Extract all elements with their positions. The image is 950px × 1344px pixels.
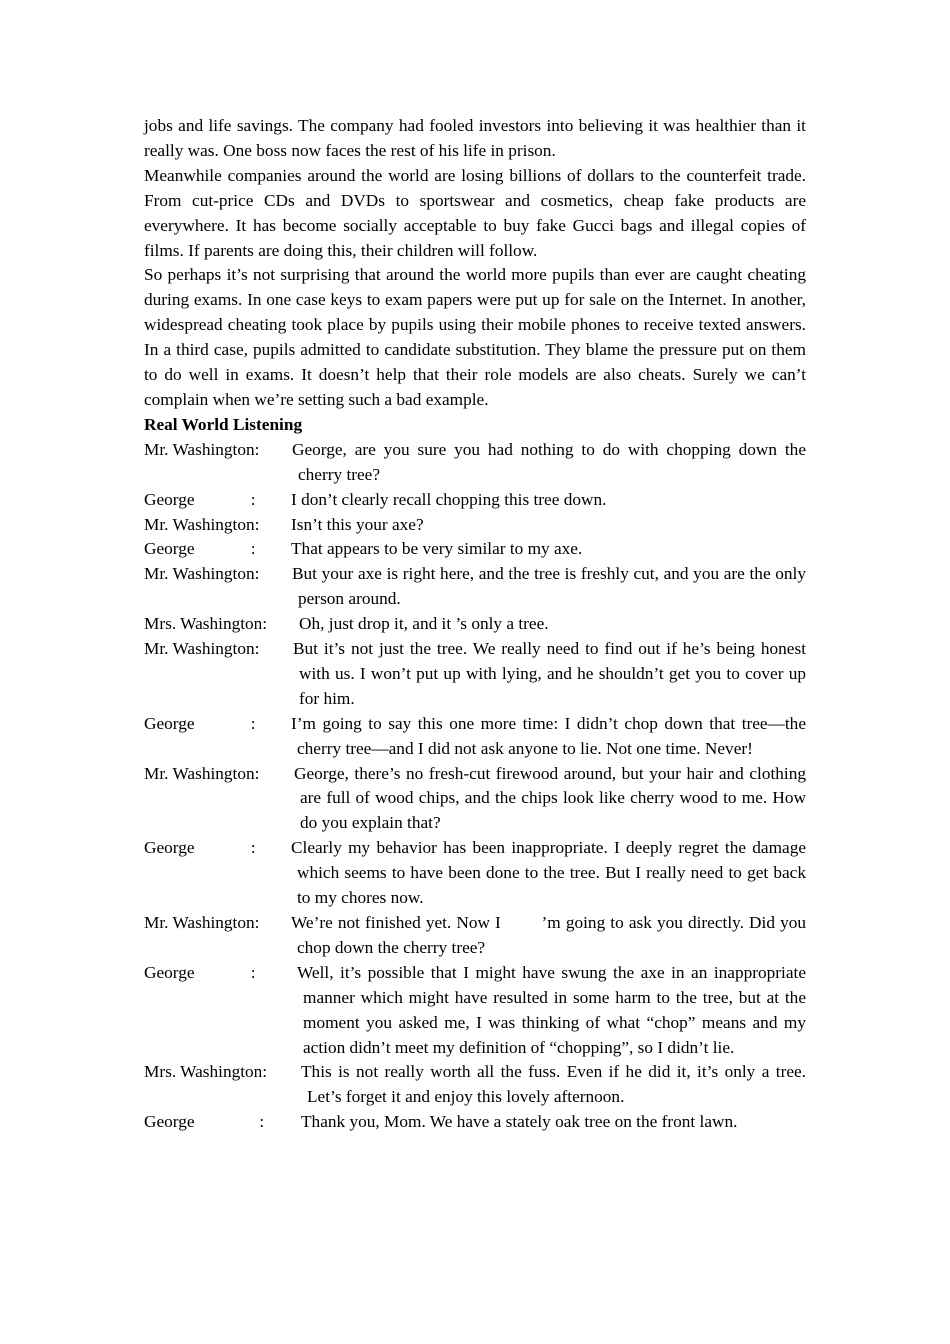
dialogue-line: Well, it’s possible that I might have swung the axe in an inappropriate manner which might have resulted in some harm to the tree, but at the moment you asked me, I was thinking of what “chop” means and my action didn’t meet my definition of “chopping”, so I didn’t lie.	[297, 962, 806, 1057]
speaker: Mr. Washington:	[144, 514, 260, 534]
speaker: Mrs. Washington:	[144, 614, 268, 634]
dialogue-line: Thank you, Mom. We have a stately oak tree on the front lawn.	[301, 1112, 738, 1132]
dialogue-turn	[144, 762, 806, 837]
dialogue-line: Clearly my behavior has been inappropriate. I deeply regret the damage which seems to have been done to the tree. But I really need to get back to my chores now.	[291, 838, 806, 908]
dialogue-line: George, there’s no fresh-cut firewood around, but your hair and clothing are full of wood chips, and the chips look like cherry wood to me. How do you explain that?	[294, 763, 806, 833]
dialogue-line: I don’t clearly recall chopping this tree down.	[291, 489, 607, 509]
speaker: George :	[144, 838, 256, 858]
dialogue	[144, 438, 806, 1135]
dialogue-turn	[144, 513, 806, 538]
speaker: Mr. Washington:	[144, 439, 260, 459]
dialogue-line: Isn’t this your axe?	[291, 514, 424, 534]
dialogue-line: George, are you sure you had nothing to do with chopping down the cherry tree?	[292, 439, 806, 484]
dialogue-line: I’m going to say this one more time: I didn’t chop down that tree—the cherry tree—and I did not ask anyone to lie. Not one time. Never!	[291, 713, 806, 758]
dialogue-turn	[144, 488, 806, 513]
document-page	[144, 114, 806, 1135]
dialogue-turn	[144, 1110, 806, 1135]
paragraph: jobs and life savings. The company had fooled investors into believing it was healthier than it really was. One boss now faces the rest of his life in prison.	[144, 116, 806, 160]
section-heading: Real World Listening	[144, 414, 303, 434]
dialogue-line: But it’s not just the tree. We really need to find out if he’s being honest with us. I won’t put up with lying, and he shouldn’t get you to cover up for him.	[293, 639, 806, 708]
dialogue-line: This is not really worth all the fuss. Even if he did it, it’s only a tree. Let’s forget it and enjoy this lovely afternoon.	[301, 1062, 806, 1107]
dialogue-turn	[144, 712, 806, 762]
dialogue-turn	[144, 961, 806, 1061]
dialogue-turn	[144, 537, 806, 562]
dialogue-turn	[144, 1060, 806, 1110]
speaker: Mr. Washington:	[144, 763, 260, 783]
dialogue-turn	[144, 911, 806, 961]
paragraph: Meanwhile companies around the world are losing billions of dollars to the counterfeit trade. From cut-price CDs and DVDs to sportswear and cosmetics, cheap fake products are everywhere. It has become socially acceptable to buy fake Gucci bags and illegal copies of films. If parents are doing this, their children will follow.	[144, 165, 806, 260]
speaker: Mr. Washington:	[144, 564, 260, 584]
speaker: George :	[144, 1112, 265, 1132]
speaker: George :	[144, 962, 256, 982]
paragraph: So perhaps it’s not surprising that around the world more pupils than ever are caught cheating during exams. In one case keys to exam papers were put up for sale on the Internet. In another, widespread cheating took place by pupils using their mobile phones to receive texted answers. In a third case, pupils admitted to candidate substitution. They blame the pressure put on them to do well in exams. It doesn’t help that their role models are also cheats. Surely we can’t complain when we’re setting such a bad example.	[144, 265, 806, 409]
dialogue-turn	[144, 562, 806, 612]
dialogue-turn	[144, 836, 806, 911]
speaker: George :	[144, 539, 256, 559]
dialogue-line: We’re not finished yet. Now I ’m going to ask you directly. Did you chop down the cherry tree?	[291, 913, 806, 957]
dialogue-line: Oh, just drop it, and it ’s only a tree.	[299, 614, 549, 634]
dialogue-turn	[144, 612, 806, 637]
speaker: Mr. Washington:	[144, 913, 260, 932]
dialogue-line: That appears to be very similar to my axe.	[291, 539, 583, 559]
speaker: George :	[144, 489, 256, 509]
dialogue-turn	[144, 637, 806, 712]
speaker: George :	[144, 713, 256, 733]
dialogue-line: But your axe is right here, and the tree is freshly cut, and you are the only person around.	[292, 564, 806, 609]
speaker: Mrs. Washington:	[144, 1062, 268, 1082]
dialogue-turn	[144, 438, 806, 488]
speaker: Mr. Washington:	[144, 639, 260, 659]
